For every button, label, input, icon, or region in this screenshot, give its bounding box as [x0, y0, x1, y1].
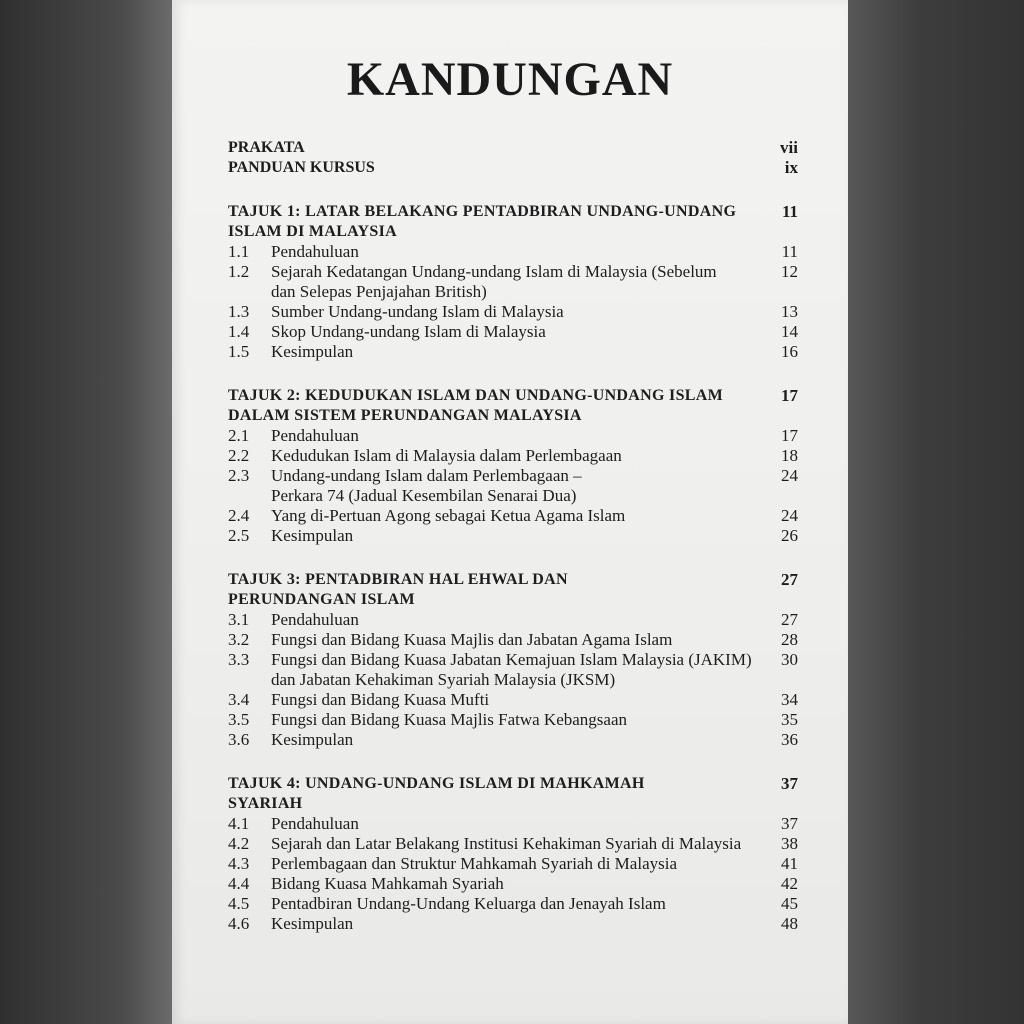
item-page-number: 48	[781, 914, 798, 933]
item-page-number: 36	[781, 730, 798, 749]
toc-item	[228, 506, 828, 526]
item-title: Kesimpulan	[271, 342, 354, 361]
chapter-heading	[228, 774, 828, 814]
toc-front-prakata	[228, 138, 828, 158]
background-right	[848, 0, 1024, 1024]
item-page-number: 37	[781, 814, 798, 833]
item-title: Fungsi dan Bidang Kuasa Majlis Fatwa Kebangsaan	[271, 710, 627, 729]
chapter-page-number: 27	[781, 570, 798, 589]
item-title: Pentadbiran Undang-Undang Keluarga dan Jenayah Islam	[271, 894, 666, 913]
chapter-4	[228, 774, 828, 934]
item-title: Sejarah Kedatangan Undang-undang Islam di Malaysia (Sebelum dan Selepas Penjajahan British)	[271, 262, 717, 301]
item-page-number: 12	[781, 262, 798, 281]
item-title: Sumber Undang-undang Islam di Malaysia	[271, 302, 564, 321]
book-page	[172, 0, 848, 1024]
chapter-3	[228, 570, 828, 750]
item-number: 3.3	[228, 650, 250, 669]
item-number: 2.4	[228, 506, 250, 525]
item-page-number: 24	[781, 466, 798, 485]
toc-front-panduan	[228, 158, 828, 178]
item-number: 1.1	[228, 242, 250, 261]
item-title: Pendahuluan	[271, 814, 359, 833]
item-page-number: 42	[781, 874, 798, 893]
item-page-number: 16	[781, 342, 798, 361]
item-page-number: 17	[781, 426, 798, 445]
item-number: 1.3	[228, 302, 250, 321]
chapter-heading	[228, 202, 828, 242]
item-number: 3.4	[228, 690, 250, 709]
item-title: Kesimpulan	[271, 730, 354, 749]
chapter-page-number: 11	[781, 202, 798, 221]
item-number: 2.3	[228, 466, 250, 485]
item-number: 2.2	[228, 446, 250, 465]
front-page-number: ix	[784, 158, 798, 177]
chapter-heading	[228, 386, 828, 426]
item-page-number: 45	[781, 894, 798, 913]
item-page-number: 34	[781, 690, 798, 709]
background-left	[0, 0, 172, 1024]
item-page-number: 26	[781, 526, 798, 545]
chapter-page-number: 17	[781, 386, 798, 405]
chapter-title: TAJUK 2: KEDUDUKAN ISLAM DAN UNDANG-UNDANG ISLAM DALAM SISTEM PERUNDANGAN MALAYSIA	[228, 387, 723, 424]
toc-item	[228, 630, 828, 650]
item-title: Kesimpulan	[271, 914, 354, 933]
item-page-number: 13	[781, 302, 798, 321]
toc-item	[228, 426, 828, 446]
chapter-heading	[228, 570, 828, 610]
toc-item	[228, 814, 828, 834]
item-title: Sejarah dan Latar Belakang Institusi Kehakiman Syariah di Malaysia	[271, 834, 742, 853]
item-page-number: 35	[781, 710, 798, 729]
front-page-number: vii	[780, 138, 798, 157]
item-title: Fungsi dan Bidang Kuasa Mufti	[271, 690, 490, 709]
item-number: 4.4	[228, 874, 250, 893]
chapter-title: TAJUK 3: PENTADBIRAN HAL EHWAL DAN PERUNDANGAN ISLAM	[228, 571, 568, 608]
item-number: 4.5	[228, 894, 250, 913]
item-page-number: 14	[781, 322, 798, 341]
toc-item	[228, 446, 828, 466]
toc-item	[228, 262, 828, 302]
toc-item	[228, 242, 828, 262]
item-page-number: 11	[781, 242, 798, 261]
item-title: Pendahuluan	[271, 242, 359, 261]
item-page-number: 41	[781, 854, 798, 873]
item-title: Undang-undang Islam dalam Perlembagaan – Perkara 74 (Jadual Kesembilan Senarai Dua)	[271, 466, 582, 505]
item-number: 3.6	[228, 730, 250, 749]
item-number: 3.2	[228, 630, 250, 649]
item-title: Fungsi dan Bidang Kuasa Majlis dan Jabatan Agama Islam	[271, 630, 673, 649]
item-number: 4.6	[228, 914, 250, 933]
toc-item	[228, 610, 828, 630]
item-title: Yang di-Pertuan Agong sebagai Ketua Agama Islam	[271, 506, 626, 525]
toc-item	[228, 526, 828, 546]
item-page-number: 18	[781, 446, 798, 465]
item-number: 2.1	[228, 426, 250, 445]
item-title: Pendahuluan	[271, 610, 359, 629]
front-label: PANDUAN KURSUS	[228, 159, 375, 176]
toc-item	[228, 302, 828, 322]
toc-item	[228, 710, 828, 730]
toc-item	[228, 466, 828, 506]
item-title: Kedudukan Islam di Malaysia dalam Perlembagaan	[271, 446, 622, 465]
item-number: 4.3	[228, 854, 250, 873]
item-number: 1.2	[228, 262, 250, 281]
item-page-number: 38	[781, 834, 798, 853]
toc-item	[228, 690, 828, 710]
item-number: 3.1	[228, 610, 250, 629]
chapter-page-number: 37	[781, 774, 798, 793]
toc-item	[228, 914, 828, 934]
toc-item	[228, 874, 828, 894]
item-page-number: 27	[781, 610, 798, 629]
item-title: Fungsi dan Bidang Kuasa Jabatan Kemajuan Islam Malaysia (JAKIM) dan Jabatan Kehakiman Syariah Malaysia (JKSM)	[271, 650, 752, 689]
toc-item	[228, 342, 828, 362]
item-page-number: 30	[781, 650, 798, 669]
item-page-number: 24	[781, 506, 798, 525]
toc-item	[228, 894, 828, 914]
item-title: Kesimpulan	[271, 526, 354, 545]
item-number: 1.5	[228, 342, 250, 361]
item-number: 1.4	[228, 322, 250, 341]
chapter-title: TAJUK 4: UNDANG-UNDANG ISLAM DI MAHKAMAH SYARIAH	[228, 775, 645, 812]
toc-item	[228, 322, 828, 342]
item-number: 2.5	[228, 526, 250, 545]
item-number: 4.1	[228, 814, 250, 833]
table-of-contents	[228, 138, 828, 934]
toc-item	[228, 730, 828, 750]
item-number: 4.2	[228, 834, 250, 853]
chapter-2	[228, 386, 828, 546]
item-title: Pendahuluan	[271, 426, 359, 445]
item-title: Perlembagaan dan Struktur Mahkamah Syariah di Malaysia	[271, 854, 677, 873]
toc-item	[228, 834, 828, 854]
item-page-number: 28	[781, 630, 798, 649]
item-title: Bidang Kuasa Mahkamah Syariah	[271, 874, 504, 893]
toc-item	[228, 854, 828, 874]
item-number: 3.5	[228, 710, 250, 729]
page-title: KANDUNGAN	[346, 53, 674, 106]
chapter-1	[228, 202, 828, 362]
item-title: Skop Undang-undang Islam di Malaysia	[271, 322, 546, 341]
toc-item	[228, 650, 828, 690]
front-label: PRAKATA	[228, 139, 305, 156]
chapter-title: TAJUK 1: LATAR BELAKANG PENTADBIRAN UNDANG-UNDANG ISLAM DI MALAYSIA	[228, 203, 737, 240]
